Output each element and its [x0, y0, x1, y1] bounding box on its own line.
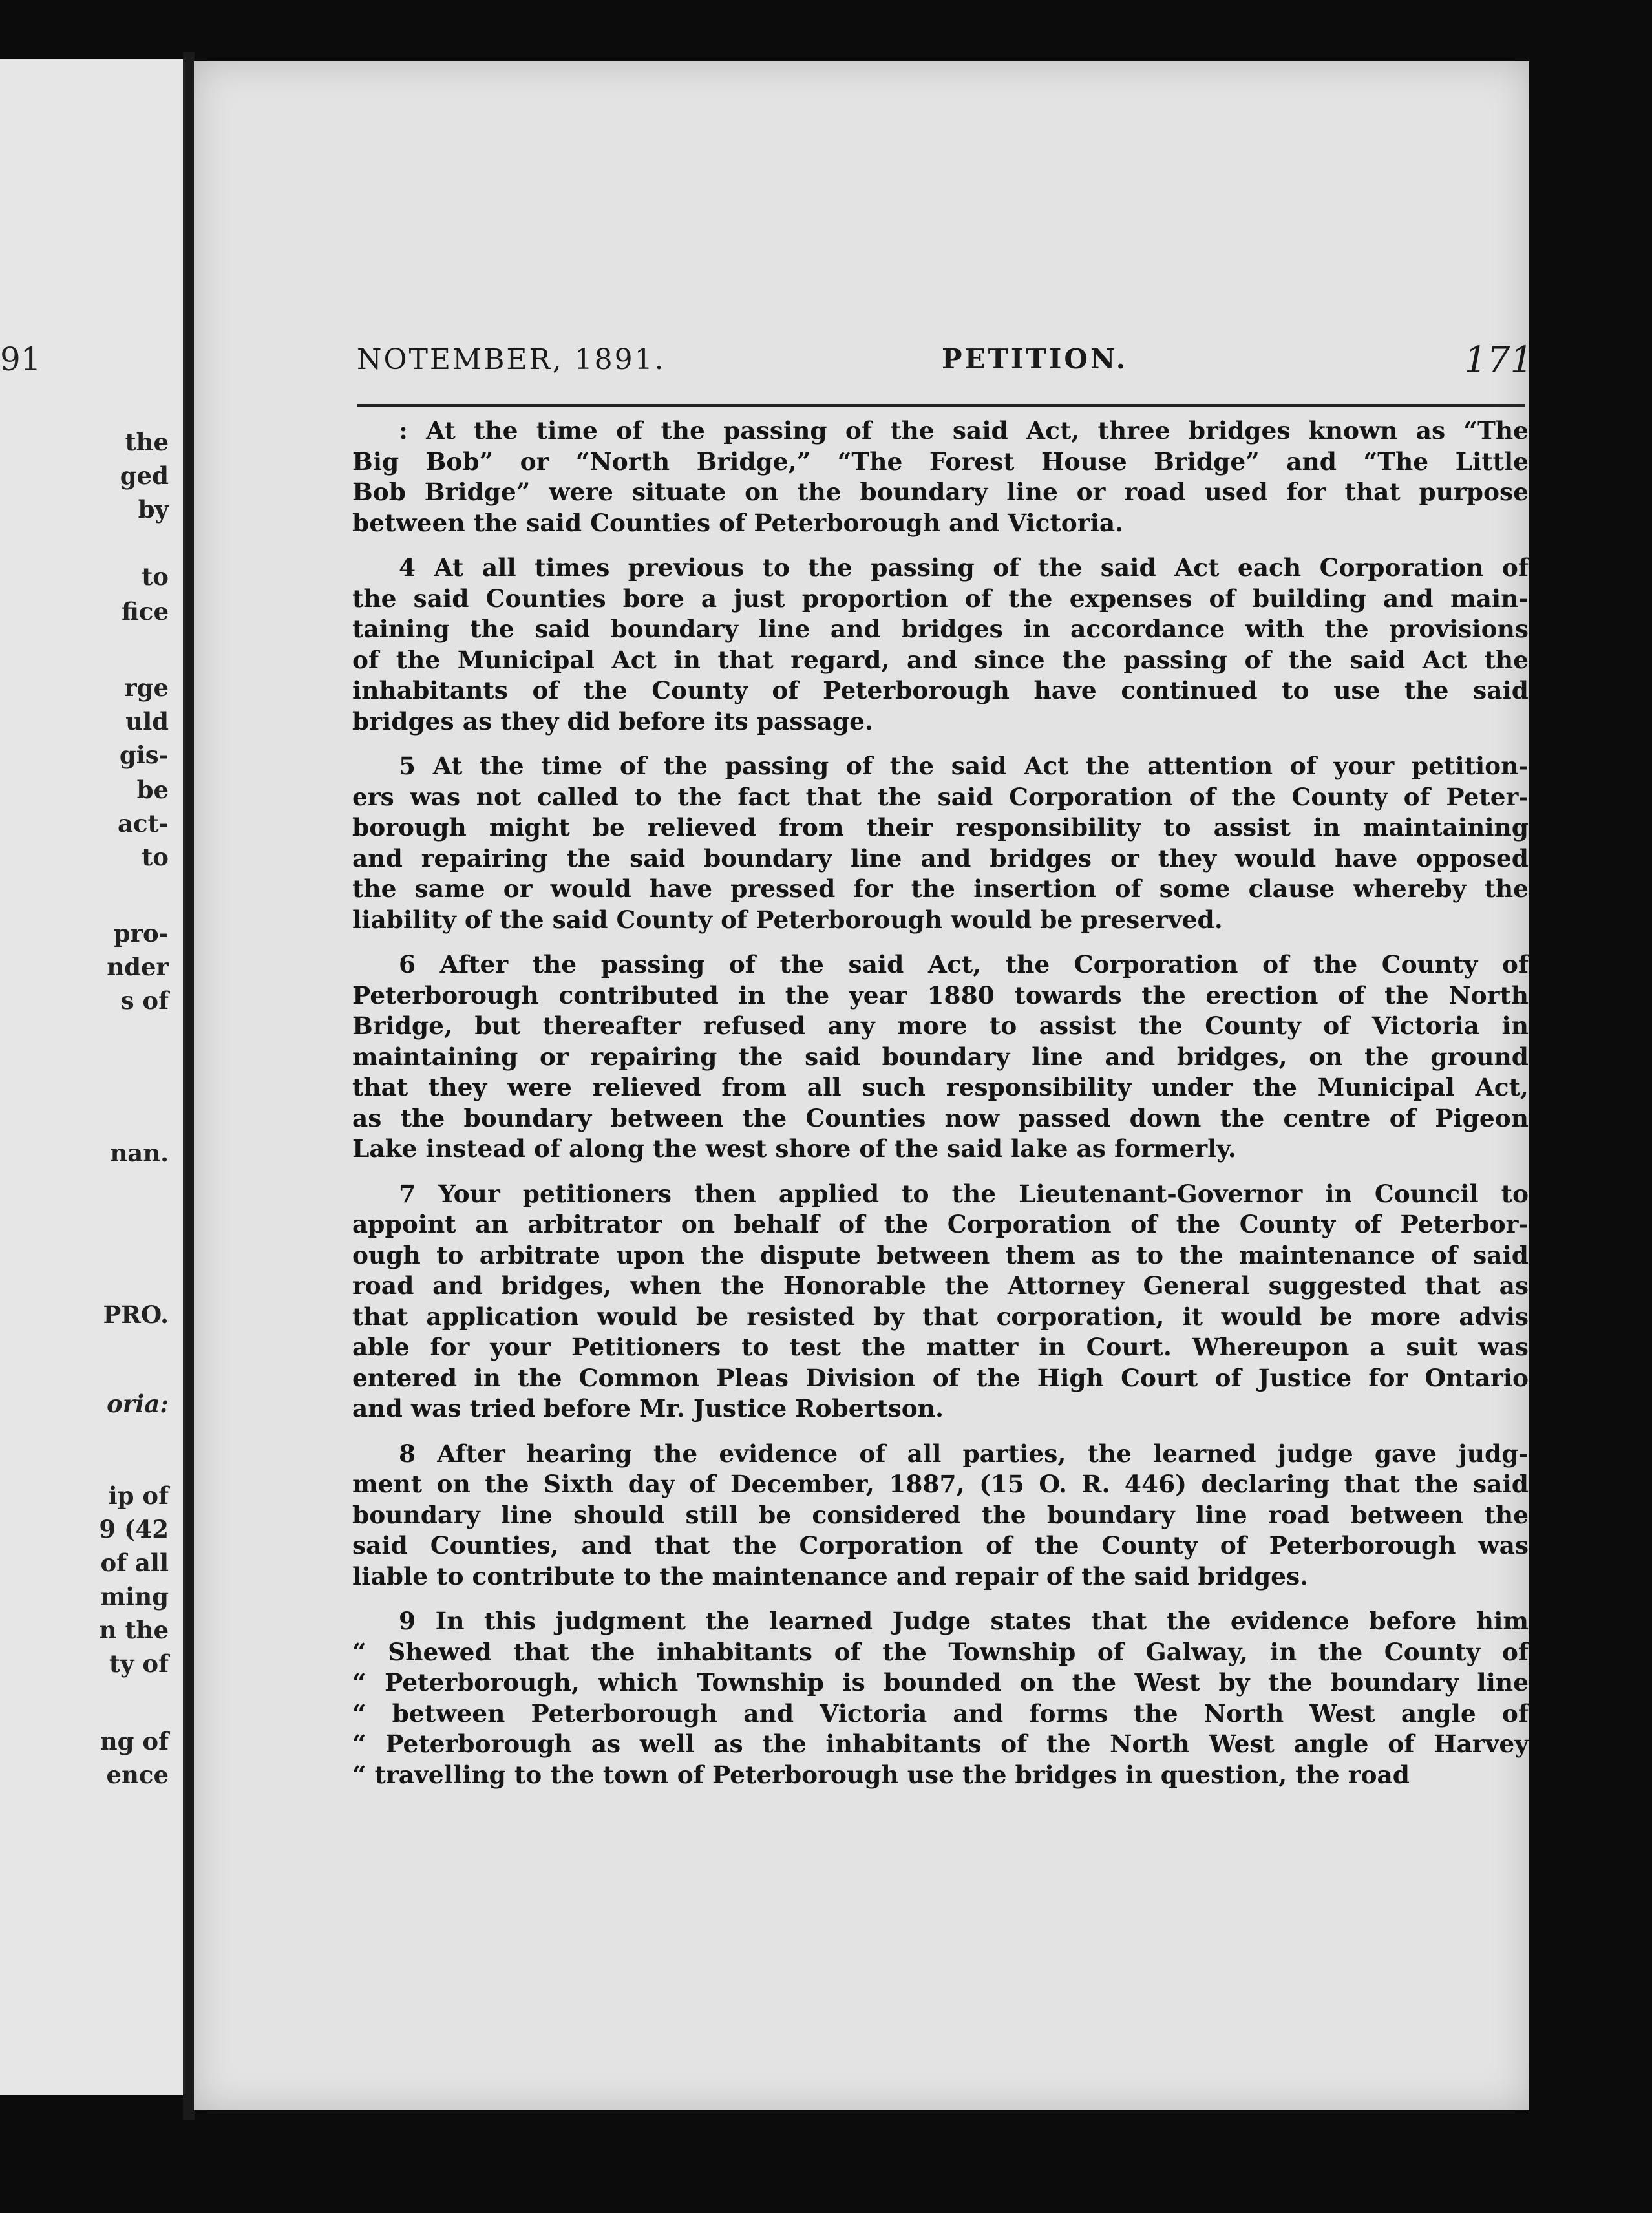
- text-line: ment on the Sixth day of December, 1887, (15 O. R. 446) declaring that the said: [352, 1470, 1529, 1498]
- text-line: Lake instead of along the west shore of the said lake as formerly.: [352, 1134, 1236, 1163]
- text-line: the same or would have pressed for the insertion of some clause whereby the: [352, 874, 1529, 903]
- left-page-line: ged: [120, 461, 169, 490]
- left-page-line: nder: [107, 953, 169, 981]
- left-page-line: pro-: [113, 919, 169, 948]
- paragraph: [352, 751, 1529, 935]
- left-page-line: n the: [99, 1616, 169, 1644]
- document-page: [194, 61, 1533, 2110]
- text-line: 9 In this judgment the learned Judge states that the evidence before him: [399, 1607, 1529, 1635]
- left-page-line: of all: [100, 1549, 169, 1577]
- left-page-line: to: [142, 843, 169, 871]
- text-line: 5 At the time of the passing of the said Act the attention of your petition-: [399, 752, 1529, 780]
- header-title: PETITION.: [942, 343, 1128, 375]
- text-line: “ travelling to the town of Peterborough use the bridges in question, the road: [352, 1760, 1410, 1789]
- text-line: and repairing the said boundary line and bridges or they would have opposed: [352, 843, 1529, 873]
- text-line: said Counties, and that the Corporation of the County of Peterborough was: [352, 1531, 1529, 1560]
- header-rule: [357, 404, 1525, 407]
- left-page-line: oria:: [107, 1390, 169, 1418]
- text-line: as the boundary between the Counties now passed down the centre of Pigeon: [352, 1103, 1529, 1132]
- left-page-line: PRO.: [103, 1300, 169, 1329]
- running-header: [357, 339, 1533, 391]
- left-page-line: rge: [124, 673, 169, 702]
- left-page-number: 91: [0, 341, 41, 378]
- text-line: Peterborough contributed in the year 1880 towards the erection of the North: [352, 980, 1529, 1010]
- text-line: inhabitants of the County of Peterborough have continued to use the said: [352, 676, 1529, 704]
- text-line: of the Municipal Act in that regard, and since the passing of the said Act the: [352, 645, 1529, 674]
- left-page-line: by: [138, 495, 169, 524]
- text-line: 7 Your petitioners then applied to the Lieutenant-Governor in Council to: [399, 1179, 1529, 1208]
- header-date: NOTEMBER, 1891.: [357, 343, 666, 376]
- paragraph: [352, 1439, 1529, 1593]
- left-page-line: fice: [122, 597, 169, 626]
- text-line: Big Bob” or “North Bridge,” “The Forest House Bridge” and “The Little: [352, 447, 1529, 476]
- text-line: borough might be relieved from their responsibility to assist in maintaining: [352, 813, 1529, 842]
- left-page-line: gis-: [119, 741, 169, 769]
- left-page-fragment: [0, 59, 185, 2095]
- text-line: between the said Counties of Peterborough and Victoria.: [352, 508, 1124, 537]
- text-line: “ Peterborough, which Township is bounded on the West by the boundary line: [352, 1668, 1529, 1697]
- paragraph: [352, 416, 1529, 538]
- left-page-line: to: [142, 562, 169, 591]
- text-line: appoint an arbitrator on behalf of the Corporation of the County of Peterbor-: [352, 1210, 1529, 1238]
- left-page-line: ip of: [108, 1481, 169, 1510]
- text-line: liable to contribute to the maintenance and repair of the said bridges.: [352, 1562, 1309, 1591]
- body-text: [352, 416, 1529, 1805]
- text-line: that they were relieved from all such responsibility under the Municipal Act,: [352, 1073, 1529, 1101]
- text-line: and was tried before Mr. Justice Robertson.: [352, 1394, 944, 1423]
- text-line: 8 After hearing the evidence of all parties, the learned judge gave judg-: [399, 1439, 1529, 1468]
- text-line: boundary line should still be considered the boundary line road between the: [352, 1500, 1529, 1529]
- left-page-line: uld: [125, 707, 169, 736]
- text-line: road and bridges, when the Honorable the Attorney General suggested that as: [352, 1271, 1529, 1300]
- left-page-line: ng of: [100, 1727, 169, 1755]
- text-line: entered in the Common Pleas Division of the High Court of Justice for Ontario: [352, 1363, 1529, 1392]
- text-line: the said Counties bore a just proportion of the expenses of building and main-: [352, 584, 1529, 613]
- text-line: 6 After the passing of the said Act, the Corporation of the County of: [399, 950, 1529, 979]
- text-line: able for your Petitioners to test the matter in Court. Whereupon a suit was: [352, 1333, 1529, 1361]
- paragraph: [352, 553, 1529, 737]
- left-page-line: ty of: [109, 1649, 169, 1678]
- text-line: : At the time of the passing of the said Act, three bridges known as “The: [399, 416, 1529, 445]
- page-number: 171: [1464, 339, 1533, 381]
- text-line: taining the said boundary line and bridges in accordance with the provisions: [352, 615, 1529, 643]
- text-line: 4 At all times previous to the passing of the said Act each Corporation of: [399, 553, 1529, 582]
- text-line: bridges as they did before its passage.: [352, 706, 873, 736]
- left-page-line: s of: [120, 986, 169, 1015]
- text-line: maintaining or repairing the said boundary line and bridges, on the ground: [352, 1042, 1529, 1071]
- text-line: liability of the said County of Peterborough would be preserved.: [352, 905, 1223, 934]
- text-line: “ Peterborough as well as the inhabitants of the North West angle of Harvey: [352, 1730, 1529, 1758]
- text-line: that application would be resisted by that corporation, it would be more advis: [352, 1302, 1529, 1331]
- left-page-line: the: [125, 428, 169, 456]
- left-page-line: ming: [100, 1582, 169, 1611]
- text-line: Bob Bridge” were situate on the boundary line or road used for that purpose: [352, 478, 1529, 506]
- left-page-line: ence: [106, 1761, 169, 1789]
- left-page-line: 9 (42: [99, 1515, 169, 1543]
- text-line: ers was not called to the fact that the said Corporation of the County of Peter-: [352, 782, 1529, 811]
- left-page-line: nan.: [110, 1139, 169, 1167]
- text-line: “ between Peterborough and Victoria and forms the North West angle of: [352, 1699, 1529, 1728]
- paragraph: [352, 1606, 1529, 1790]
- left-page-line: act-: [118, 809, 169, 838]
- text-line: “ Shewed that the inhabitants of the Township of Galway, in the County of: [352, 1637, 1529, 1666]
- text-line: ough to arbitrate upon the dispute between them as to the maintenance of said: [352, 1240, 1529, 1269]
- left-page-line: be: [136, 776, 169, 804]
- text-line: Bridge, but thereafter refused any more to assist the County of Victoria in: [352, 1011, 1529, 1040]
- paragraph: [352, 949, 1529, 1165]
- paragraph: [352, 1179, 1529, 1424]
